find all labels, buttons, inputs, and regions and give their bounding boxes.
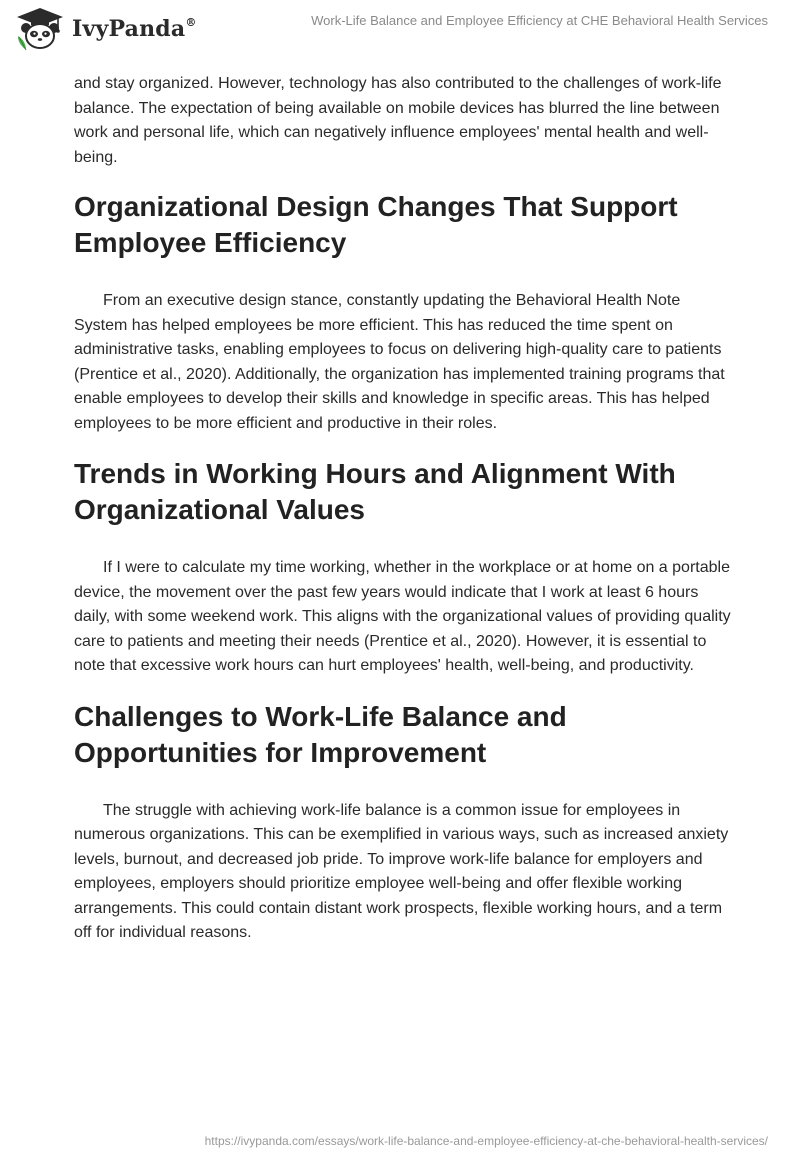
page-header <box>0 0 800 70</box>
section-heading-organizational-design: Organizational Design Changes That Support Employee Efficiency <box>74 191 678 258</box>
registered-mark: ® <box>185 15 197 29</box>
essay-content <box>74 72 734 946</box>
running-title: Work-Life Balance and Employee Efficiency at CHE Behavioral Health Services <box>311 13 768 28</box>
panda-graduate-icon <box>14 6 66 52</box>
section-heading-challenges: Challenges to Work-Life Balance and Opportunities for Improvement <box>74 700 567 768</box>
section-paragraph-challenges: The struggle with achieving work-life balance is a common issue for employees in numerous organizations. This can be exemplified in various ways, such as increased anxiety levels, burnout, and decreased job pride. To improve work-life balance for employers and employees, employers should prioritize employee well-being and offer flexible working arrangements. This could contain distant work prospects, flexible working hours, and a term off for individual reasons. <box>74 801 729 941</box>
section-heading-working-hours: Trends in Working Hours and Alignment With Organizational Values <box>74 458 676 525</box>
ivypanda-logo[interactable] <box>14 6 197 52</box>
section-paragraph-organizational-design: From an executive design stance, constantly updating the Behavioral Health Note System has helped employees be more efficient. This has reduced the time spent on administrative tasks, enabling employees to focus on delivering high-quality care to patients (Prentice et al., 2020). Additionally, the organization has implemented training programs that enable employees to develop their skills and knowledge in specific areas. This has helped employees to be more efficient and productive in their roles. <box>74 292 725 432</box>
logo-text: IvyPanda <box>72 16 186 42</box>
logo-wordmark <box>72 16 197 42</box>
intro-paragraph: and stay organized. However, technology has also contributed to the challenges of work-life balance. The expectation of being available on mobile devices has blurred the line between work and personal life, which can negatively influence employees' mental health and well-being. <box>74 75 722 166</box>
source-url-link[interactable]: https://ivypanda.com/essays/work-life-balance-and-employee-efficiency-at-che-behavioral-health-services/ <box>204 1134 768 1148</box>
section-paragraph-working-hours: If I were to calculate my time working, whether in the workplace or at home on a portable device, the movement over the past few years would indicate that I work at least 6 hours daily, with some weekend work. This aligns with the organizational values of providing quality care to patients and meeting their needs (Prentice et al., 2020). However, it is essential to note that excessive work hours can hurt employees' health, well-being, and productivity. <box>74 559 731 674</box>
